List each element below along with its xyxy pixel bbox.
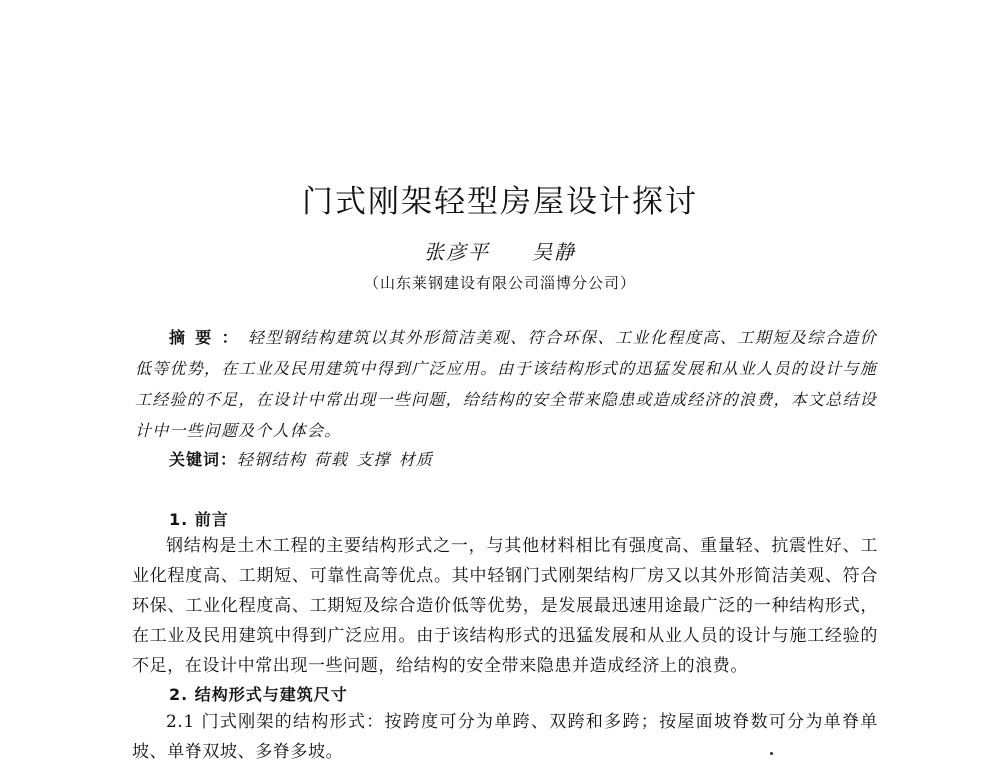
keyword: 材质 [398, 450, 434, 469]
keyword: 支撑 [356, 450, 391, 469]
author-name: 吴静 [532, 240, 576, 264]
section-heading: 1. 前言 [169, 510, 229, 529]
section-paragraph: 钢结构是土木工程的主要结构形式之一，与其他材料相比有强度高、重量轻、抗震性好、工业化程度高、工期短、可靠性高等优点。其中轻钢门式刚架结构厂房又以其外形简洁美观、符合环保、工业化程度高、工期短及综合造价低等优势，是发展最迅速用途最广泛的一种结构形式，在工业及民用建筑中得到广泛应用。由于该结构形式的迅猛发展和从业人员的设计与施工经验的不足，在设计中常出现一些问题，给结构的安全带来隐患并造成经济上的浪费。 [132, 536, 878, 676]
author-list [0, 236, 1000, 265]
keywords-line [169, 447, 869, 470]
abstract-text: 轻型钢结构建筑以其外形简洁美观、符合环保、工业化程度高、工期短及综合造价低等优势，在工业及民用建筑中得到广泛应用。由于该结构形式的迅猛发展和从业人员的设计与施工经验的不足，在设计中常出现一些问题，给结构的安全带来隐患或造成经济的浪费，本文总结设计中一些问题及个人体会。 [135, 328, 877, 440]
abstract-label: 摘要： [169, 328, 248, 347]
keyword: 轻钢结构 [237, 450, 306, 469]
section-paragraph: 2.1 门式刚架的结构形式：按跨度可分为单跨、双跨和多跨；按屋面坡脊数可分为单脊单坡、单脊双坡、多脊多坡。 [132, 712, 878, 762]
keywords-label: 关键词： [169, 450, 238, 469]
section-heading: 2. 结构形式与建筑尺寸 [169, 685, 348, 704]
abstract-paragraph [135, 322, 877, 446]
author-affiliation: （山东莱钢建设有限公司淄博分公司） [363, 274, 636, 292]
paper-title: 门式刚架轻型房屋设计探讨 [302, 184, 698, 220]
keyword: 荷载 [313, 450, 349, 469]
scan-speck [770, 752, 773, 755]
author-name: 张彦平 [424, 240, 490, 264]
